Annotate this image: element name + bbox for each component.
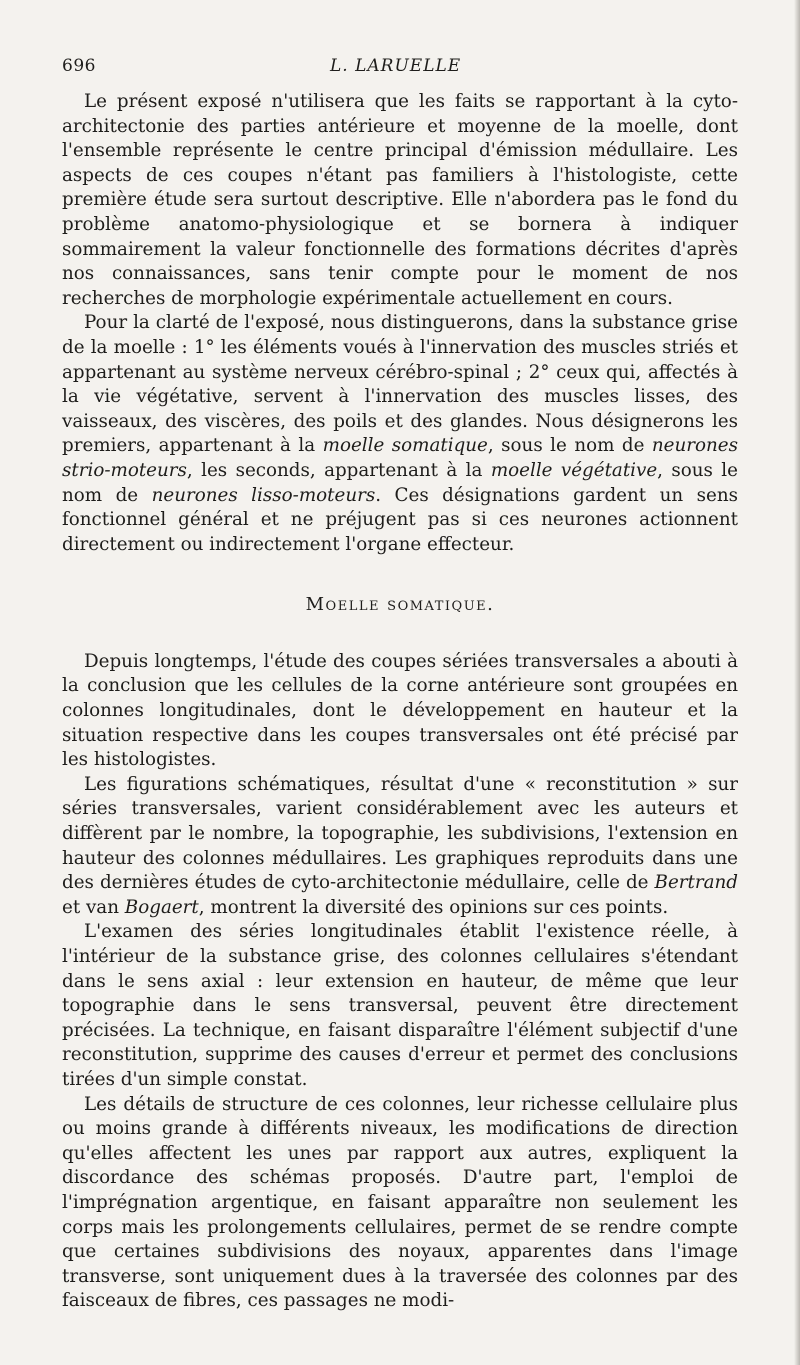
text-run: . Ces désignations gardent un sens fonctionnel général et ne préjugent pas si ces neurones actionnent directement ou indirectement l'organe effecteur.: [62, 484, 738, 555]
running-head-author: L. LARUELLE: [330, 56, 462, 76]
paragraph-columns-history: Depuis longtemps, l'étude des coupes sériées transversales a abouti à la conclusion que les cellules de la corne antérieure sont groupées en colonnes longitudinales, dont le développement en hauteur et la situation respective dans les coupes transversales ont été précisé par les histologistes.: [62, 650, 738, 771]
term-neurones-lisso-moteurs: neurones lisso-moteurs: [151, 484, 376, 506]
author-bertrand: Bertrand: [654, 872, 738, 894]
paragraph-intro-definitions: [62, 311, 738, 557]
text-run: , sous le nom de: [62, 459, 738, 506]
term-moelle-vegetative: moelle végétative: [490, 459, 658, 481]
paragraph-schematic-figures: [62, 773, 738, 921]
paragraph-structure-details: Les détails de structure de ces colonnes, leur richesse cellulaire plus ou moins grande à différents niveaux, les modifications de direction qu'elles affectent les unes par rapport aux autres, expliquent la discordance des schémas proposés. D'autre part, l'emploi de l'imprégnation argentique, en faisant apparaître non seulement les corps mais les prolongements cellulaires, permet de se rendre compte que certaines subdivisions des noyaux, apparentes dans l'image transverse, sont uniquement dues à la traversée des colonnes par des faisceaux de fibres, ces passages ne modi-: [62, 1093, 738, 1312]
text-run: Pour la clarté de l'exposé, nous distinguerons, dans la substance grise de la moelle : 1° les éléments voués à l'innervation des muscles striés et appartenant au système nerveux cérébro-spinal ; 2° ceux qui, affectés à la vie végétative, servent à l'innervation des muscles lisses, des vaisseaux, des viscères, des poils et des glandes. Nous désignerons les premiers, appartenant à la: [62, 312, 738, 457]
section-heading: Moelle somatique.: [305, 594, 495, 616]
paragraph-longitudinal-series: L'examen des séries longitudinales établit l'existence réelle, à l'intérieur de la substance grise, des colonnes cellulaires s'étendant dans le sens axial : leur extension en hauteur, de même que leur topographie dans le sens transversal, peuvent être directement précisées. La technique, en faisant disparaître l'élément subjectif d'une reconstitution, supprime des causes d'erreur et permet des conclusions tirées d'un simple constat.: [62, 921, 738, 1090]
text-run: Les figurations schématiques, résultat d'une « reconstitution » sur séries transversales, varient considérablement avec les auteurs et diffèrent par le nombre, la topographie, les subdivisions, l'extension en hauteur des colonnes médullaires. Les graphiques reproduits dans une des dernières études de cyto-architectonie médullaire, celle de: [62, 773, 738, 894]
term-neurones-strio-moteurs: neurones strio-moteurs: [62, 435, 738, 481]
body-text: [62, 90, 738, 1314]
paragraph-intro-scope: Le présent exposé n'utilisera que les faits se rapportant à la cyto-architectonie des parties antérieure et moyenne de la moelle, dont l'ensemble représente le centre principal d'émission médullaire. Les aspects de ces coupes n'étant pas familiers à l'histologiste, cette première étude sera surtout descriptive. Elle n'abordera pas le fond du problème anatomo-physiologique et se bornera à indiquer sommairement la valeur fonctionnelle des formations décrites d'après nos connaissances, sans tenir compte pour le moment de nos recherches de morphologie expérimentale actuellement en cours.: [62, 91, 738, 309]
page-edge-shadow: [794, 0, 800, 1365]
text-run: , montrent la diversité des opinions sur ces points.: [198, 896, 669, 918]
term-moelle-somatique: moelle somatique: [322, 435, 488, 457]
text-run: et van: [62, 896, 125, 918]
author-bogaert: Bogaert: [124, 896, 199, 918]
text-run: , les seconds, appartenant à la: [186, 459, 491, 481]
page-number: 696: [62, 56, 96, 76]
page-header: [62, 56, 738, 82]
text-run: , sous le nom de: [487, 435, 652, 457]
